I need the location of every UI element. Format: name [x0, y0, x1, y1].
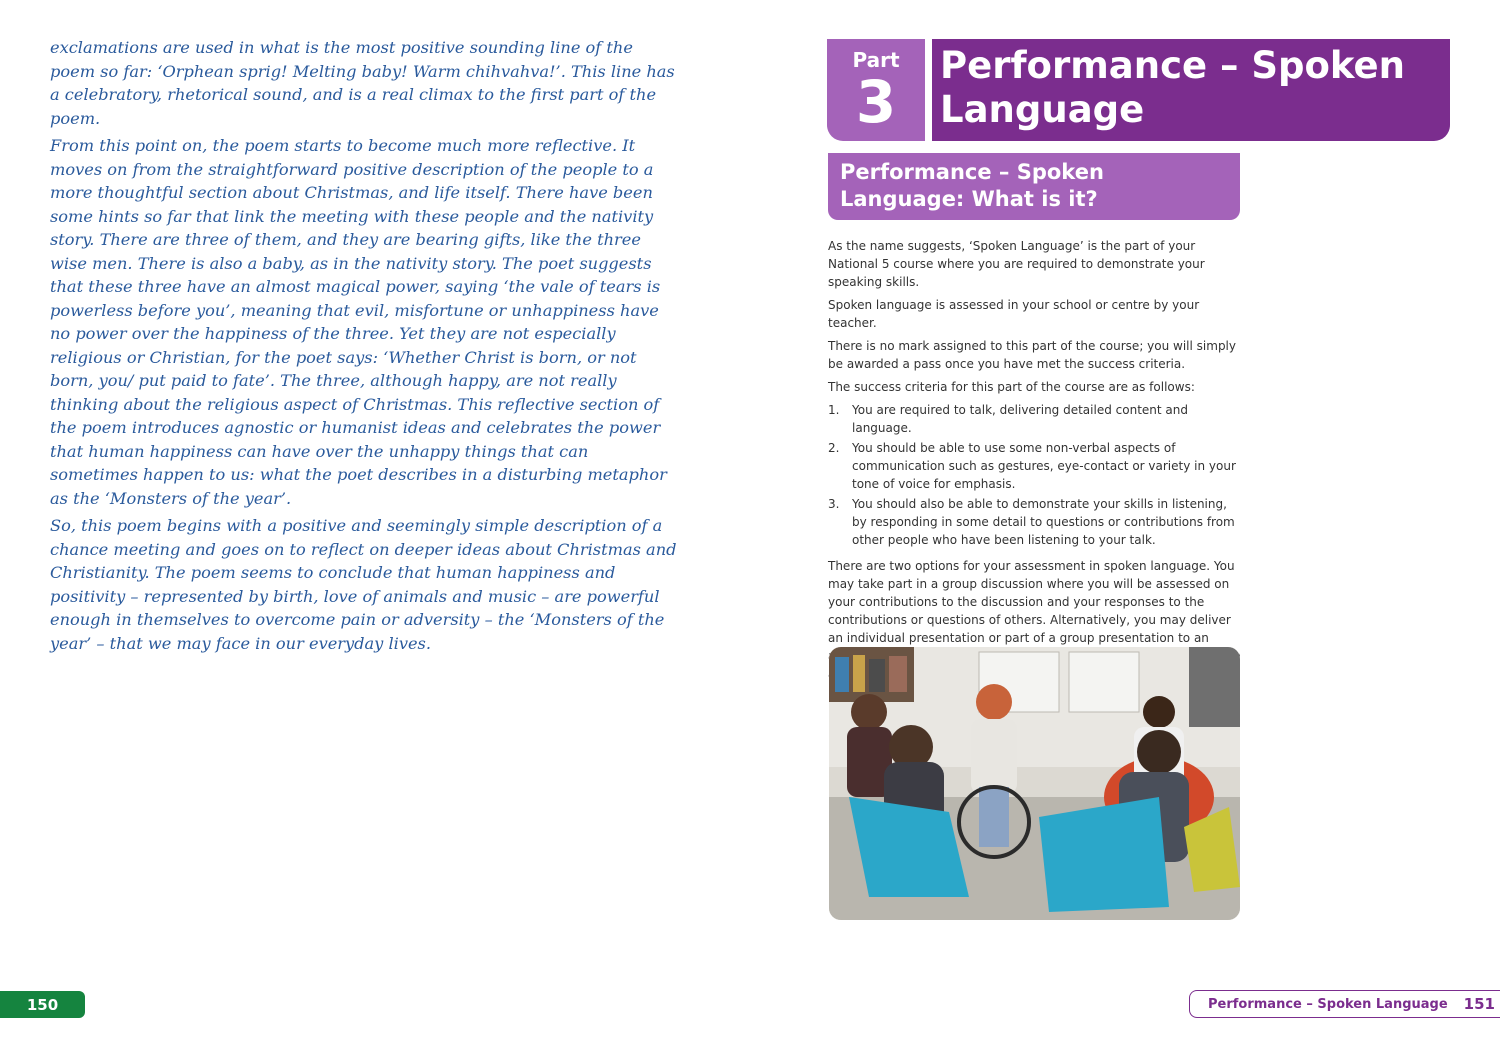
chapter-title-banner [932, 39, 1450, 141]
paragraph: There are two options for your assessment in spoken language. You may take part in a group discussion where you will be assessed on your contributions to the discussion and your responses to the contributions or questions of others. Alternatively, you may deliver an individual presentation or part of a group presentation to an [828, 559, 1235, 645]
list-number: 1. [828, 403, 840, 417]
page-number-right: 151 [1463, 995, 1495, 1013]
paragraph: There is no mark assigned to this part of the course; you will simply be awarded a pass once you have met the success criteria. [828, 339, 1236, 371]
part-number: 3 [855, 68, 897, 136]
footer-right [1189, 990, 1500, 1018]
paragraph: As the name suggests, ‘Spoken Language’ is the part of your National 5 course where you are required to demonstrate your speaking skills. [828, 239, 1205, 289]
success-criteria-list [828, 401, 1243, 549]
list-number: 2. [828, 441, 840, 455]
paragraph: The success criteria for this part of the course are as follows: [828, 380, 1195, 394]
page-number-left: 150 [0, 991, 85, 1018]
list-text: You are required to talk, delivering detailed content and language. [852, 403, 1188, 435]
paragraph: From this point on, the poem starts to become much more reflective. It moves on from the straightforward positive description of the people to a more thoughtful section about Christmas, and life itself. There have been some hints so far that link the meeting with these people and the nativity story. There are three of them, and they are bearing gifts, like the three wise men. There is also a baby, as in the nativity story. The poet suggests that these three have an almost magical power, saying ‘the vale of tears is powerless before you’, meaning that evil, misfortune or unhappiness have no power over the happiness of the three. Yet they are not especially religious or Christian, for the poet says: ‘Whether Christ is born, or not born, you/ put paid to fate’. The three, although happy, are not really thinking about the religious aspect of Christmas. This reflective section of the poem introduces agnostic or humanist ideas and celebrates the power that human happiness can have over the unhappy things that can sometimes happen to us: what the poet describes in a disturbing metaphor as the ‘Monsters of the year’. [50, 136, 667, 508]
list-text: You should also be able to demonstrate your skills in listening, by responding in some detail to questions or contributions from other people who have been listening to your talk. [852, 497, 1235, 547]
paragraph: Spoken language is assessed in your school or centre by your teacher. [828, 298, 1200, 330]
paragraph: exclamations are used in what is the most positive sounding line of the poem so far: ‘Orphean sprig! Melting baby! Warm chihvahva!’. This line has a celebratory, rhetorical sound, and is a real climax to the first part of the poem. [50, 38, 675, 128]
group-discussion-photo [829, 647, 1240, 920]
list-item [828, 495, 1243, 549]
list-item [828, 439, 1243, 493]
list-number: 3. [828, 497, 840, 511]
list-item [828, 401, 1243, 437]
part-badge [827, 39, 925, 141]
part-label: Part [852, 48, 900, 72]
list-text: You should be able to use some non-verbal aspects of communication such as gestures, eye-contact or variety in your tone of voice for emphasis. [852, 441, 1236, 491]
section-heading: Performance – Spoken Language: What is it? [840, 160, 1104, 211]
footer-title: Performance – Spoken Language [1208, 996, 1448, 1012]
chapter-title: Performance – Spoken Language [940, 44, 1405, 131]
paragraph: So, this poem begins with a positive and seemingly simple description of a chance meeting and goes on to reflect on deeper ideas about Christmas and Christianity. The poem seems to conclude that human happiness and positivity – represented by birth, love of animals and music – are powerful enough in themselves to overcome pain or adversity – the ‘Monsters of the year’ – that we may face in our everyday lives. [50, 516, 677, 653]
section-heading-banner [828, 153, 1240, 220]
left-page-text [50, 36, 680, 659]
right-page-body [828, 237, 1243, 688]
